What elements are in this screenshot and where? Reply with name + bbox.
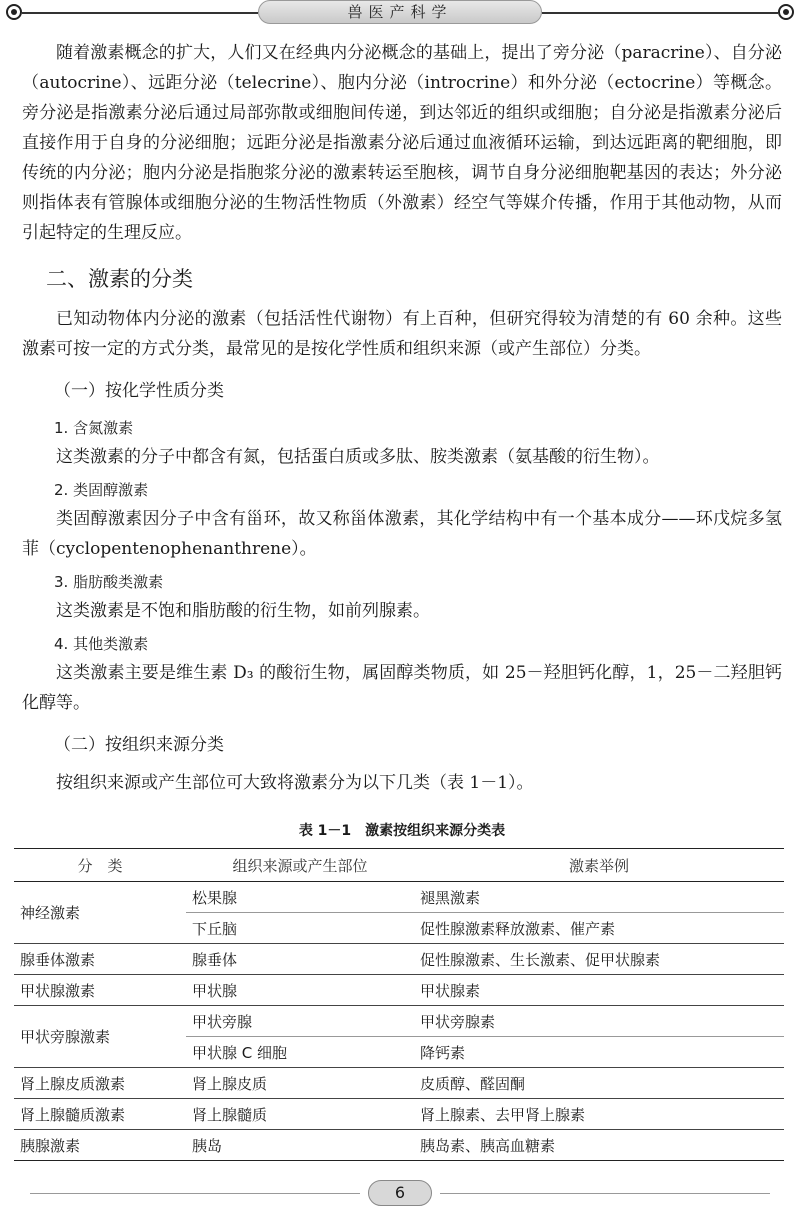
table-caption: 表 1－1 激素按组织来源分类表: [298, 823, 506, 839]
paragraph-intro: 随着激素概念的扩大，人们又在经典内分泌概念的基础上，提出了旁分泌（paracrine）、自分泌（autocrine）、远距分泌（telecrine）、胞内分泌（introcrine）和外分泌（ectocrine）等概念。旁分泌是指激素分泌后通过局部弥散或细胞间传递，到达邻近的组织或细胞；自分泌是指激素分泌后直接作用于自身的分泌细胞；远距分泌是指激素分泌后通过血液循环运输，到达远距离的靶细胞，即传统的内分泌；胞内分泌是指胞浆分泌的激素转运至胞核，调节自身分泌细胞靶基因的表达；外分泌则指体表有管腺体或细胞分泌的生物活性物质（外激素）经空气等媒介传播，作用于其他动物，从而引起特定的生理反应。: [22, 43, 782, 243]
paragraph-fatty: 这类激素是不饱和脂肪酸的衍生物，如前列腺素。: [56, 601, 430, 621]
cell-source: 下丘脑: [186, 913, 414, 944]
cell-example: 褪黑激素: [414, 882, 784, 913]
cell-category: 甲状腺激素: [14, 975, 186, 1006]
paragraph-nitrogen: 这类激素的分子中都含有氮，包括蛋白质或多肽、胺类激素（氨基酸的衍生物）。: [56, 447, 660, 467]
footer-rule-right: [440, 1193, 770, 1194]
paragraph-other: 这类激素主要是维生素 D₃ 的酸衍生物，属固醇类物质，如 25－羟胆钙化醇，1，25－二羟胆钙化醇等。: [22, 663, 782, 713]
paragraph-steroid: 类固醇激素因分子中含有甾环，故又称甾体激素，其化学结构中有一个基本成分——环戊烷多氢菲（cyclopentenophenanthrene）。: [22, 509, 782, 559]
cell-source: 胰岛: [186, 1130, 414, 1161]
page-footer: [0, 1176, 800, 1210]
table-row: [14, 944, 784, 975]
column-header-example: 激素举例: [414, 849, 784, 882]
cell-source: 甲状腺 C 细胞: [186, 1037, 414, 1068]
paragraph-classification: 已知动物体内分泌的激素（包括活性代谢物）有上百种，但研究得较为清楚的有 60 余种。这些激素可按一定的方式分类，最常见的是按化学性质和组织来源（或产生部位）分类。: [22, 309, 782, 359]
column-header-source: 组织来源或产生部位: [186, 849, 414, 882]
cell-source: 甲状腺: [186, 975, 414, 1006]
cell-source: 甲状旁腺: [186, 1006, 414, 1037]
cell-example: 促性腺激素释放激素、催产素: [414, 913, 784, 944]
cell-example: 降钙素: [414, 1037, 784, 1068]
section-heading: 二、激素的分类: [46, 267, 193, 291]
table-row: [14, 1130, 784, 1161]
cell-source: 松果腺: [186, 882, 414, 913]
table-row: [14, 975, 784, 1006]
subsection-heading-tissue: （二）按组织来源分类: [54, 735, 224, 755]
hormone-table: [14, 848, 784, 1161]
item-heading-fatty: 3. 脂肪酸类激素: [54, 573, 164, 591]
cell-example: 皮质醇、醛固酮: [414, 1068, 784, 1099]
page-content: [22, 38, 782, 1161]
cell-example: 甲状旁腺素: [414, 1006, 784, 1037]
paragraph-tissue: 按组织来源或产生部位可大致将激素分为以下几类（表 1－1）。: [56, 773, 534, 793]
page-number: 6: [368, 1180, 432, 1206]
header-rule-right: [542, 12, 778, 14]
subsection-heading-chemical: （一）按化学性质分类: [54, 381, 224, 401]
footer-rule-left: [30, 1193, 360, 1194]
table-row: [14, 882, 784, 913]
header-ornament-left-icon: [6, 4, 22, 20]
cell-example: 胰岛素、胰高血糖素: [414, 1130, 784, 1161]
column-header-category: 分 类: [14, 849, 186, 882]
cell-category: 肾上腺皮质激素: [14, 1068, 186, 1099]
running-title: 兽医产科学: [258, 0, 542, 24]
item-heading-nitrogen: 1. 含氮激素: [54, 419, 134, 437]
cell-example: 甲状腺素: [414, 975, 784, 1006]
item-heading-steroid: 2. 类固醇激素: [54, 481, 149, 499]
page-header: [0, 0, 800, 32]
table-row: [14, 1006, 784, 1037]
table-row: [14, 1068, 784, 1099]
cell-source: 腺垂体: [186, 944, 414, 975]
cell-example: 促性腺激素、生长激素、促甲状腺素: [414, 944, 784, 975]
cell-source: 肾上腺髓质: [186, 1099, 414, 1130]
cell-category: 神经激素: [14, 882, 186, 944]
item-heading-other: 4. 其他类激素: [54, 635, 149, 653]
cell-category: 胰腺激素: [14, 1130, 186, 1161]
cell-source: 肾上腺皮质: [186, 1068, 414, 1099]
table-header-row: [14, 849, 784, 882]
header-ornament-right-icon: [778, 4, 794, 20]
cell-example: 肾上腺素、去甲肾上腺素: [414, 1099, 784, 1130]
cell-category: 腺垂体激素: [14, 944, 186, 975]
header-rule-left: [22, 12, 258, 14]
cell-category: 甲状旁腺激素: [14, 1006, 186, 1068]
cell-category: 肾上腺髓质激素: [14, 1099, 186, 1130]
table-row: [14, 1099, 784, 1130]
